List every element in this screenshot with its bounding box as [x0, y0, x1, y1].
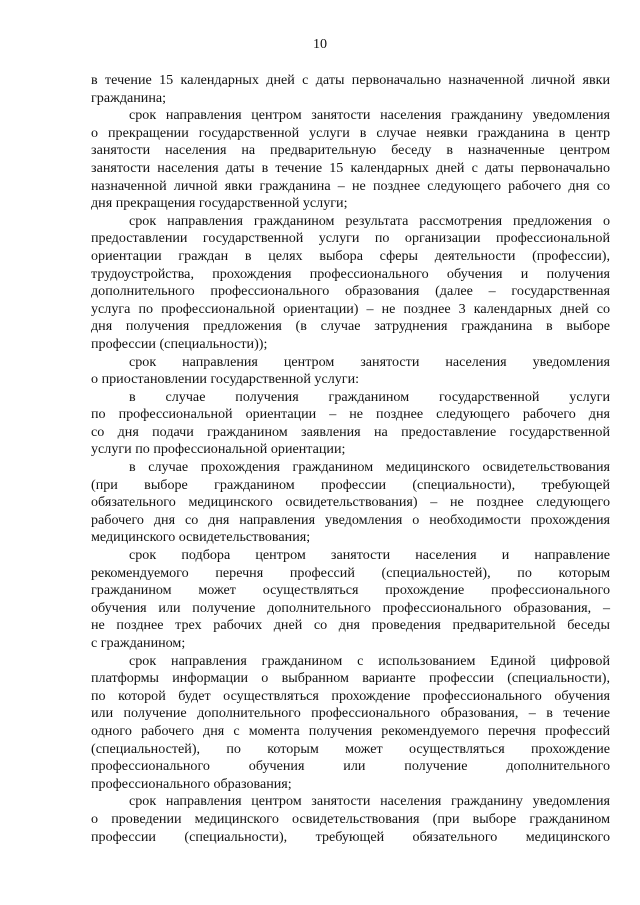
text-line: обучения или получение дополнительного профессионального образования, – — [91, 599, 610, 616]
text-line: срок направления центром занятости населения гражданину уведомления — [129, 793, 610, 810]
text-line: срок подбора центром занятости населения и направление — [129, 547, 610, 564]
text-line: обязательного медицинского освидетельствования) – не позднее следующего — [91, 494, 610, 511]
text-line: рабочего дня со дня направления уведомления о необходимости прохождения — [91, 511, 610, 528]
text-line: по которой будет осуществляться прохождение профессионального обучения — [91, 687, 610, 704]
text-line: назначенной личной явки гражданина – не позднее следующего рабочего дня со — [91, 177, 610, 194]
text-line: по профессиональной ориентации – не позднее следующего рабочего дня — [91, 406, 610, 423]
text-line: в случае прохождения гражданином медицинского освидетельствования — [129, 459, 610, 476]
text-line: гражданина; — [91, 89, 167, 106]
text-line: о проведении медицинского освидетельствования (при выборе гражданином — [91, 810, 610, 827]
text-line: профессионального образования; — [91, 775, 292, 792]
text-line: трудоустройства, прохождения профессионального обучения и получения — [91, 265, 610, 282]
text-line: рекомендуемого перечня профессий (специальностей), по которым — [91, 564, 610, 581]
text-line: медицинского освидетельствования; — [91, 529, 311, 546]
text-line: в течение 15 календарных дней с даты первоначально назначенной личной явки — [91, 72, 610, 88]
text-line: ориентации граждан в целях выбора сферы деятельности (профессии), — [91, 247, 610, 264]
body-text — [91, 72, 610, 846]
text-line: дня получения предложения (в случае затруднения гражданина в выборе — [91, 318, 610, 335]
text-line: срок направления гражданином с использованием Единой цифровой — [129, 652, 610, 669]
text-line: профессионального обучения или получение дополнительного — [91, 758, 610, 775]
text-line: дополнительного профессионального образования (далее – государственная — [91, 283, 610, 300]
text-line: со дня подачи гражданином заявления на предоставление государственной — [91, 423, 610, 440]
text-line: срок направления центром занятости населения уведомления — [129, 353, 610, 370]
text-line: в случае получения гражданином государственной услуги — [129, 388, 610, 405]
text-line: занятости населения на предварительную беседу в назначенные центром — [91, 142, 610, 159]
text-line: срок направления центром занятости населения гражданину уведомления — [129, 107, 610, 124]
text-line: занятости населения даты в течение 15 календарных дней с даты первоначально — [91, 159, 610, 176]
text-line: профессии (специальности)); — [91, 335, 268, 352]
text-line: предоставлении государственной услуги по организации профессиональной — [91, 230, 610, 247]
text-line: дня прекращения государственной услуги; — [91, 195, 348, 212]
text-line: о приостановлении государственной услуги: — [91, 371, 360, 388]
text-line: услуги по профессиональной ориентации; — [91, 441, 346, 458]
text-line: одного рабочего дня с момента получения рекомендуемого перечня профессий — [91, 722, 610, 739]
text-line: платформы информации о выбранном варианте профессии (специальности), — [91, 670, 610, 687]
text-line: гражданином может осуществляться прохождение профессионального — [91, 582, 610, 599]
text-line: о прекращении государственной услуги в случае неявки гражданина в центр — [91, 124, 610, 141]
text-line: или получение дополнительного профессионального образования, – в течение — [91, 705, 610, 722]
text-line: с гражданином; — [91, 635, 186, 651]
text-line: срок направления гражданином результата рассмотрения предложения о — [129, 212, 610, 229]
text-line: профессии (специальности), требующей обязательного медицинского — [91, 828, 610, 845]
page-number: 10 — [312, 36, 328, 52]
text-line: услуга по профессиональной ориентации) – не позднее 3 календарных дней со — [91, 300, 610, 317]
text-line: (специальностей), по которым может осуществляться прохождение — [91, 740, 610, 757]
text-line: не позднее трех рабочих дней со дня проведения предварительной беседы — [91, 617, 610, 634]
text-line: (при выборе гражданином профессии (специальности), требующей — [91, 476, 610, 493]
